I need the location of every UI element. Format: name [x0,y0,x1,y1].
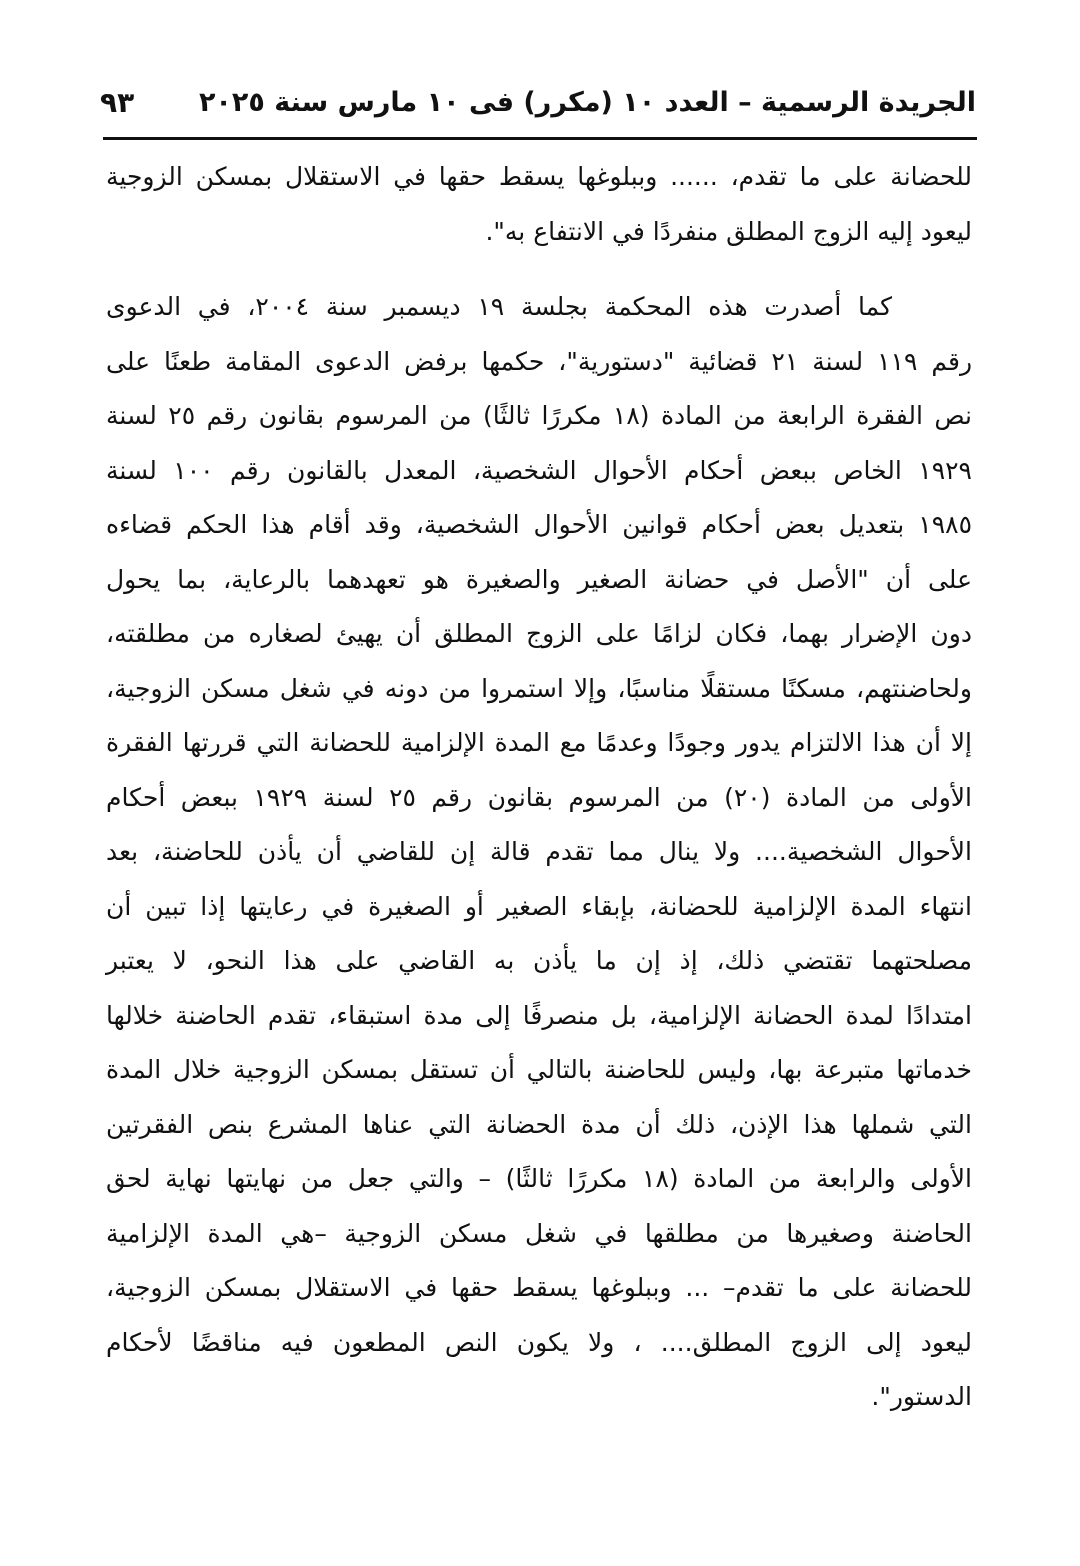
paragraph-line: ليعود إلى الزوج المطلق.... ، ولا يكون النص المطعون فيه مناقضًا لأحكام [106,1327,972,1357]
paragraph-line: التي شملها هذا الإذن، ذلك أن مدة الحضانة التي عناها المشرع بنص الفقرتين [106,1109,972,1139]
paragraph-line: كما أصدرت هذه المحكمة بجلسة ١٩ ديسمبر سنة ٢٠٠٤، في الدعوى [106,292,892,321]
paragraph-line: ليعود إليه الزوج المطلق منفردًا في الانتفاع به". [485,216,972,246]
gazette-title: الجريدة الرسمية – العدد ١٠ (مكرر) فى ١٠ مارس سنة ٢٠٢٥ [198,87,976,118]
paragraph-spacer [106,259,972,280]
paragraph-line: ١٩٢٩ الخاص ببعض أحكام الأحوال الشخصية، المعدل بالقانون رقم ١٠٠ لسنة [106,455,972,485]
paragraph-line: رقم ١١٩ لسنة ٢١ قضائية "دستورية"، حكمها برفض الدعوى المقامة طعنًا على [106,346,973,376]
document-body [106,150,972,1425]
paragraph-line: إلا أن هذا الالتزام يدور وجودًا وعدمًا مع المدة الإلزامية للحضانة التي قررتها الفقرة [106,728,972,757]
paragraph-1 [106,150,972,259]
paragraph-line: للحضانة على ما تقدم– ... وببلوغها يسقط حقها في الاستقلال بمسكن الزوجية، [106,1273,972,1302]
paragraph-line: مصلحتهما تقتضي ذلك، إذ إن ما يأذن به القاضي على هذا النحو، لا يعتبر [106,946,972,975]
paragraph-line: الأولى من المادة (٢٠) من المرسوم بقانون رقم ٢٥ لسنة ١٩٢٩ ببعض أحكام [106,782,972,812]
paragraph-line: دون الإضرار بهما، فكان لزامًا على الزوج المطلق أن يهيئ لصغاره من مطلقته، [106,619,972,648]
paragraph-line: للحضانة على ما تقدم، ...... وببلوغها يسقط حقها في الاستقلال بمسكن الزوجية [106,162,972,191]
paragraph-line: الأحوال الشخصية.... ولا ينال مما تقدم قالة إن للقاضي أن يأذن للحاضنة، بعد [106,837,972,866]
paragraph-line: امتدادًا لمدة الحضانة الإلزامية، بل منصرفًا إلى مدة استبقاء، تقدم الحاضنة خلالها [106,1000,972,1030]
header-divider [103,137,977,140]
paragraph-line: على أن "الأصل في حضانة الصغير والصغيرة هو تعهدهما بالرعاية، بما يحول [106,564,972,594]
page-header [100,78,980,128]
paragraph-line: ١٩٨٥ بتعديل بعض أحكام قوانين الأحوال الشخصية، وقد أقام هذا الحكم قضاءه [106,510,972,539]
paragraph-line: انتهاء المدة الإلزامية للحضانة، بإبقاء الصغير أو الصغيرة في رعايتها إذا تبين أن [106,891,972,921]
paragraph-line: الحاضنة وصغيرها من مطلقها في شغل مسكن الزوجية –هي المدة الإلزامية [106,1218,972,1248]
paragraph-line: الأولى والرابعة من المادة (١٨ مكررًا ثالثًا) – والتي جعل من نهايتها نهاية لحق [106,1164,972,1193]
paragraph-line: نص الفقرة الرابعة من المادة (١٨ مكررًا ثالثًا) من المرسوم بقانون رقم ٢٥ لسنة [106,401,972,430]
paragraph-line: الدستور". [871,1382,972,1411]
page-number: ٩٣ [100,86,135,119]
paragraph-line: ولحاضنتهم، مسكنًا مستقلًا مناسبًا، وإلا استمروا من دونه في شغل مسكن الزوجية، [106,673,972,703]
paragraph-line: خدماتها متبرعة بها، وليس للحاضنة بالتالي أن تستقل بمسكن الزوجية خلال المدة [106,1055,972,1084]
paragraph-2 [106,280,972,1425]
